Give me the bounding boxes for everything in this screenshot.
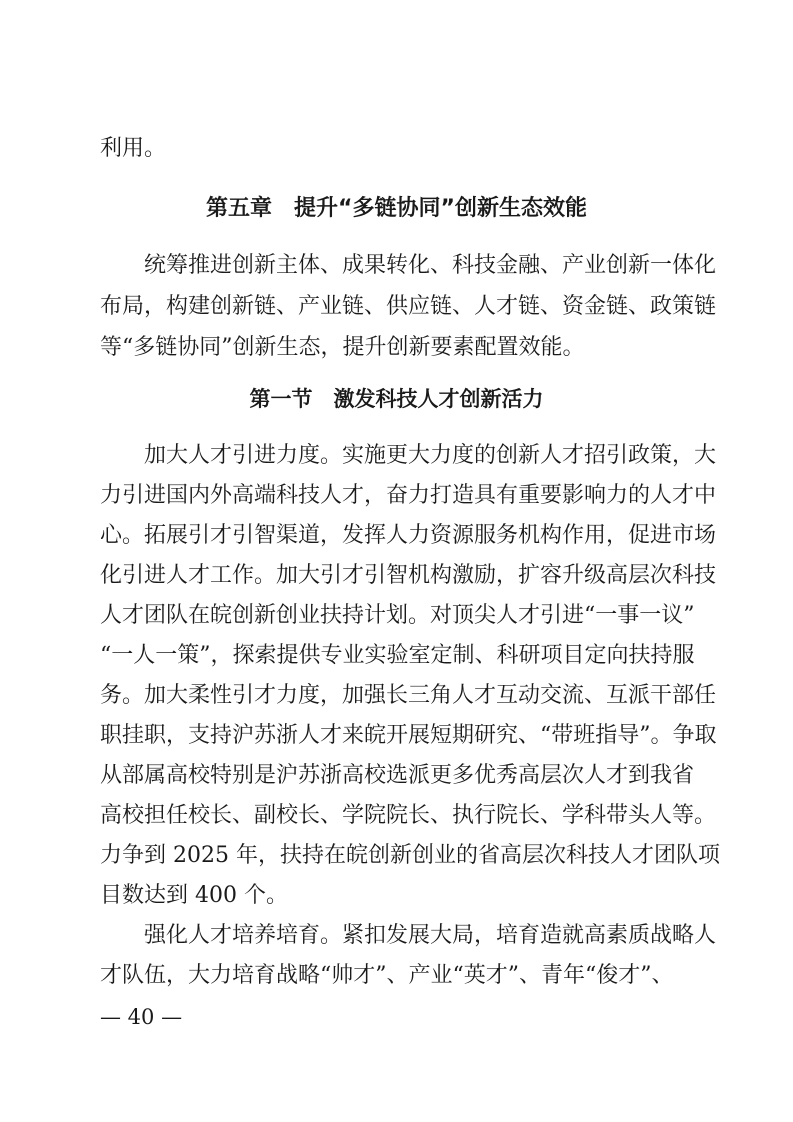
text-line-top: 利用。 <box>100 136 167 161</box>
chapter-title: 第五章 提升“多链协同”创新生态效能 <box>206 196 587 221</box>
body-line-4: 化引进人才工作。加大引才引智机构激励，扩容升级高层次科技 <box>100 563 717 588</box>
intro-line-2: 布局，构建创新链、产业链、供应链、人才链、资金链、政策链 <box>100 294 717 319</box>
body-line-10: 高校担任校长、副校长、学院院长、执行院长、学科带头人等。 <box>100 803 717 828</box>
body-line-11: 力争到 2025 年，扶持在皖创新创业的省高层次科技人才团队项 <box>100 843 720 868</box>
body-line-7: 务。加大柔性引才力度，加强长三角人才互动交流、互派干部任 <box>100 683 717 708</box>
body-line-13: 强化人才培养培育。紧扣发展大局，培育造就高素质战略人 <box>100 923 717 948</box>
body-line-6: “一人一策”，探索提供专业实验室定制、科研项目定向扶持服 <box>100 643 695 668</box>
body-line-1: 加大人才引进力度。实施更大力度的创新人才招引政策，大 <box>100 443 717 468</box>
body-line-2: 力引进国内外高端科技人才，奋力打造具有重要影响力的人才中 <box>100 483 717 508</box>
intro-line-3: 等“多链协同”创新生态，提升创新要素配置效能。 <box>100 335 585 360</box>
body-line-9: 从部属高校特别是沪苏浙高校选派更多优秀高层次人才到我省 <box>100 763 695 788</box>
body-line-12: 目数达到 400 个。 <box>100 883 288 908</box>
body-line-5: 人才团队在皖创新创业扶持计划。对顶尖人才引进“一事一议” <box>100 603 695 628</box>
body-line-14: 才队伍，大力培育战略“帅才”、产业“英才”、青年“俊才”、 <box>100 963 674 988</box>
body-line-3: 心。拓展引才引智渠道，发挥人力资源服务机构作用，促进市场 <box>100 523 717 548</box>
section-title: 第一节 激发科技人才创新活力 <box>249 386 544 411</box>
intro-line-1: 统筹推进创新主体、成果转化、科技金融、产业创新一体化 <box>100 253 717 278</box>
page-number: — 40 — <box>100 1005 183 1029</box>
body-line-8: 职挂职，支持沪苏浙人才来皖开展短期研究、“带班指导”。争取 <box>100 723 717 748</box>
